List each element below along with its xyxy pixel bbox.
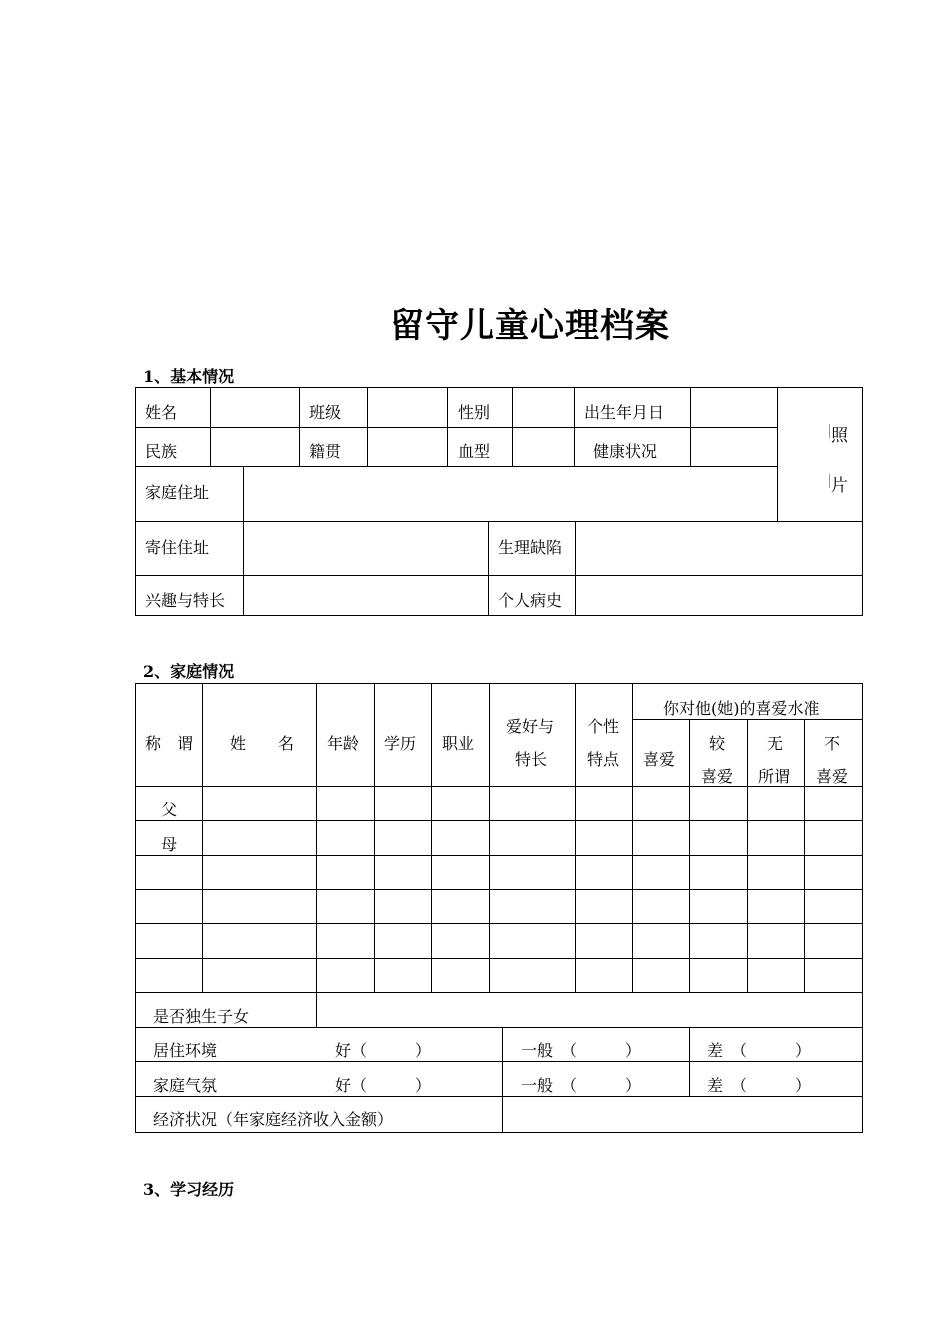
col-relation: 称 谓 (145, 734, 194, 753)
col-fondness-header: 你对他(她)的喜爱水准 (663, 699, 820, 718)
photo-label-1: 照 (831, 426, 848, 446)
fondness-fairly-line1: 较 (709, 734, 726, 753)
fondness-indifferent-line1: 无 (767, 734, 784, 753)
col-education: 学历 (384, 734, 417, 753)
label-home-address: 家庭住址 (145, 483, 210, 502)
col-personality-line2: 特点 (587, 750, 620, 769)
section-heading-basic: 1、基本情况 (143, 367, 235, 386)
label-only-child: 是否独生子女 (153, 1007, 250, 1026)
row-father: 父 (161, 800, 178, 819)
label-class: 班级 (309, 403, 342, 422)
label-economic-status: 经济状况（年家庭经济收入金额） (153, 1110, 394, 1129)
col-occupation: 职业 (442, 734, 475, 753)
fondness-like: 喜爱 (643, 750, 676, 769)
label-gender: 性别 (458, 403, 491, 422)
fondness-fairly-line2: 喜爱 (701, 767, 734, 786)
fondness-dislike-line2: 喜爱 (816, 767, 849, 786)
label-medical-history: 个人病史 (498, 591, 563, 610)
row-mother: 母 (161, 835, 178, 854)
label-birth: 出生年月日 (584, 403, 665, 422)
col-hobby-line2: 特长 (515, 750, 548, 769)
label-hobby: 兴趣与特长 (145, 591, 226, 610)
col-name: 姓 名 (230, 734, 295, 753)
label-physical-defect: 生理缺陷 (498, 538, 563, 557)
living-env-poor: 差 （ ） (707, 1041, 812, 1060)
living-env-average: 一般 （ ） (521, 1041, 642, 1060)
fondness-dislike-line1: 不 (824, 734, 841, 753)
label-living-environment: 居住环境 (153, 1041, 218, 1060)
atmosphere-poor: 差 （ ） (707, 1076, 812, 1095)
section-heading-family: 2、家庭情况 (143, 662, 235, 681)
page-title: 留守儿童心理档案 (390, 306, 670, 346)
label-ethnicity: 民族 (145, 442, 178, 461)
living-env-good: 好（ ） (335, 1041, 432, 1060)
section-heading-study: 3、学习经历 (143, 1180, 235, 1199)
label-name: 姓名 (145, 403, 178, 422)
atmosphere-average: 一般 （ ） (521, 1076, 642, 1095)
label-native-place: 籍贯 (309, 442, 342, 461)
col-age: 年龄 (327, 734, 360, 753)
fondness-indifferent-line2: 所谓 (758, 767, 791, 786)
photo-label-2: 片 (831, 476, 848, 496)
label-lodging-address: 寄住住址 (145, 538, 210, 557)
label-family-atmosphere: 家庭气氛 (153, 1076, 218, 1095)
label-health: 健康状况 (593, 442, 658, 461)
atmosphere-good: 好（ ） (335, 1076, 432, 1095)
col-personality-line1: 个性 (587, 717, 620, 736)
col-hobby-line1: 爱好与 (506, 717, 555, 736)
label-blood-type: 血型 (458, 442, 491, 461)
